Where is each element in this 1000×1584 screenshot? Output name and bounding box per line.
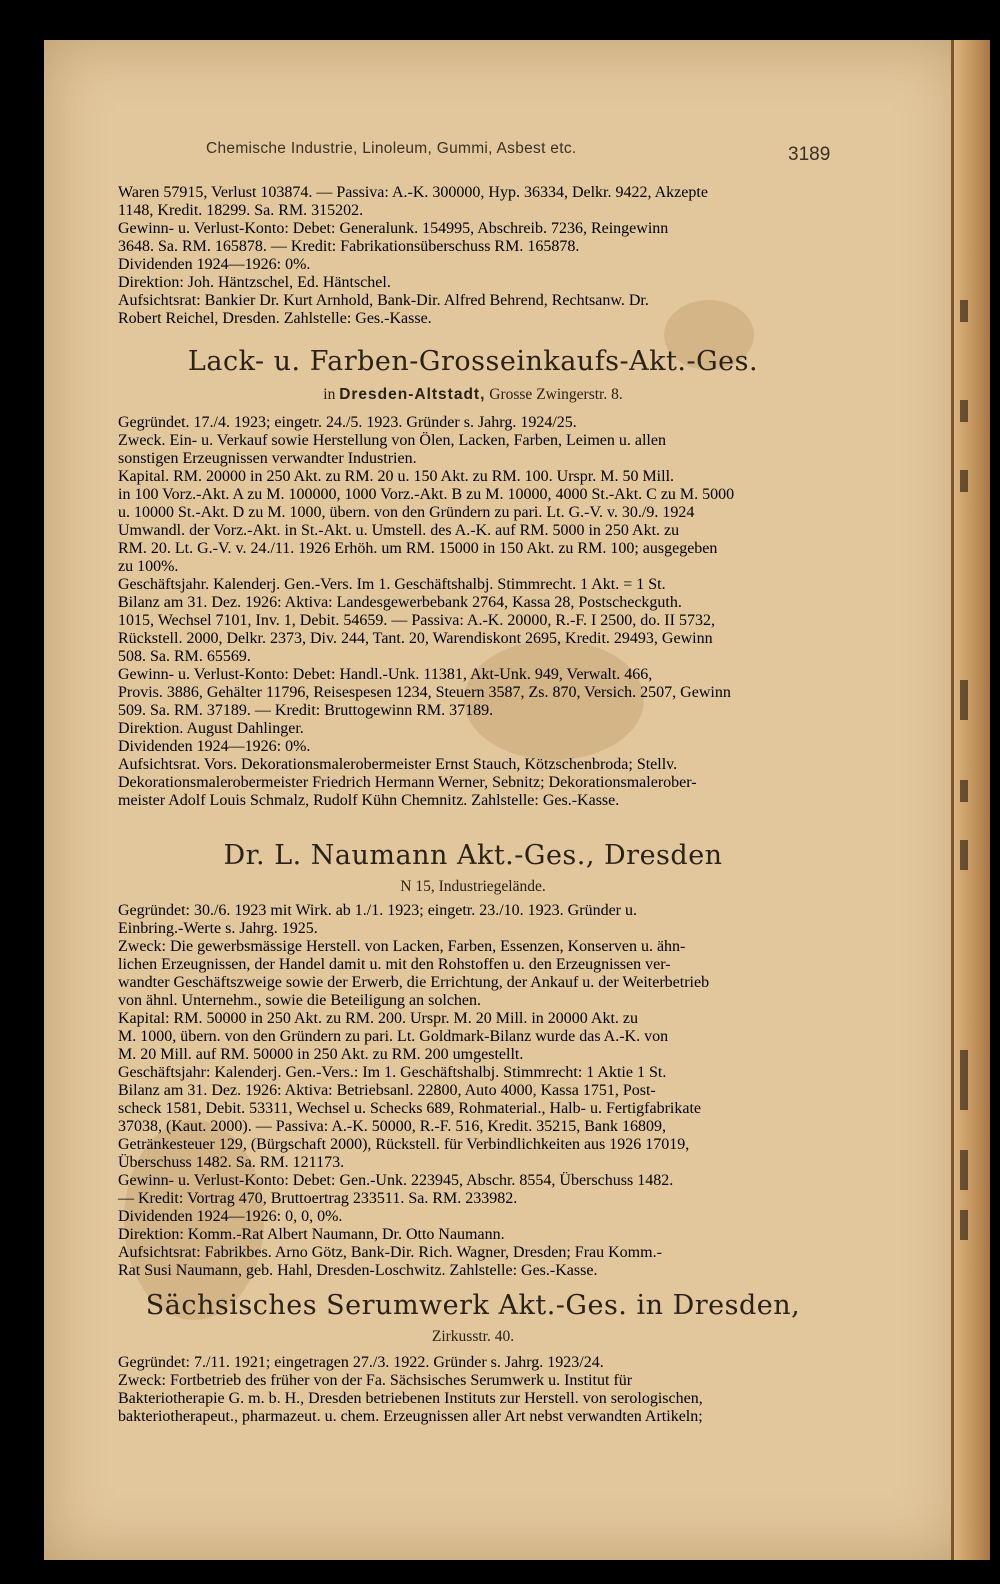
text-line: Bakteriotherapie G. m. b. H., Dresden betriebenen Instituts zur Herstell. von serologischen, — [118, 1390, 703, 1407]
address-prefix: in — [323, 386, 336, 403]
text-line: Gegründet: 30./6. 1923 mit Wirk. ab 1./1. 1923; eingetr. 23./10. 1923. Gründer u. — [118, 902, 637, 919]
text-line: Robert Reichel, Dresden. Zahlstelle: Ges.-Kasse. — [118, 310, 432, 327]
text-line: bakteriotherapeut., pharmazeut. u. chem. Erzeugnissen aller Art nebst verwandten Artikeln; — [118, 1408, 703, 1425]
text-line: zu 100%. — [118, 558, 179, 575]
text-line: Zweck: Die gewerbsmässige Herstell. von Lacken, Farben, Essenzen, Konserven u. ähn- — [118, 938, 686, 955]
text-line: u. 10000 St.-Akt. D zu M. 1000, übern. von den Gründern zu pari. Lt. G.-V. v. 30./9. 1924 — [118, 504, 695, 521]
company-address — [0, 386, 946, 404]
text-line: Rückstell. 2000, Delkr. 2373, Div. 244, Tant. 20, Warendiskont 2695, Kredit. 29493, Gewinn — [118, 630, 713, 647]
text-line: Dekorationsmalerobermeister Friedrich Hermann Werner, Sebnitz; Dekorationsmalerober- — [118, 774, 697, 791]
text-line: 37038, (Kaut. 2000). — Passiva: A.-K. 50000, R.-F. 516, Kredit. 35215, Bank 16809, — [118, 1118, 667, 1135]
text-line: in 100 Vorz.-Akt. A zu M. 100000, 1000 Vorz.-Akt. B zu M. 10000, 4000 St.-Akt. C zu M. 5000 — [118, 486, 735, 503]
text-line: Geschäftsjahr: Kalenderj. Gen.-Vers.: Im 1. Geschäftshalbj. Stimmrecht: 1 Aktie 1 St. — [118, 1064, 667, 1081]
text-line: M. 20 Mill. auf RM. 50000 in 250 Akt. zu RM. 200 umgestellt. — [118, 1046, 524, 1063]
text-line: Dividenden 1924—1926: 0%. — [118, 256, 311, 273]
text-line: 3648. Sa. RM. 165878. — Kredit: Fabrikationsüberschuss RM. 165878. — [118, 238, 580, 255]
company-entry — [118, 902, 818, 1280]
page-edge-strip — [951, 40, 990, 1560]
company-title: Lack- u. Farben-Grosseinkaufs-Akt.-Ges. — [187, 346, 759, 377]
company-address: N 15, Industriegelände. — [400, 878, 546, 895]
text-line: Bilanz am 31. Dez. 1926: Aktiva: Betriebsanl. 22800, Auto 4000, Kassa 1751, Post- — [118, 1082, 656, 1099]
company-title: Dr. L. Naumann Akt.-Ges., Dresden — [223, 840, 723, 871]
text-line: Dividenden 1924—1926: 0%. — [118, 738, 311, 755]
text-line: Überschuss 1482. Sa. RM. 121173. — [118, 1154, 345, 1171]
text-line: Direktion: Komm.-Rat Albert Naumann, Dr. Otto Naumann. — [118, 1226, 505, 1243]
text-line: — Kredit: Vortrag 470, Bruttoertrag 233511. Sa. RM. 233982. — [118, 1190, 518, 1207]
address-city: Dresden-Altstadt, — [339, 386, 486, 403]
company-entry — [118, 1354, 818, 1426]
text-line: 508. Sa. RM. 65569. — [118, 648, 251, 665]
text-line: M. 1000, übern. von den Gründern zu pari. Lt. Goldmark-Bilanz wurde das A.-K. von — [118, 1028, 669, 1045]
text-line: Bilanz am 31. Dez. 1926: Aktiva: Landesgewerbebank 2764, Kassa 28, Postscheckguth. — [118, 594, 682, 611]
address-street: Grosse Zwingerstr. 8. — [489, 386, 623, 403]
company-address: Zirkusstr. 40. — [431, 1328, 515, 1345]
text-line: Dividenden 1924—1926: 0, 0, 0%. — [118, 1208, 343, 1225]
text-line: Rat Susi Naumann, geb. Hahl, Dresden-Loschwitz. Zahlstelle: Ges.-Kasse. — [118, 1262, 598, 1279]
text-line: Aufsichtsrat: Fabrikbes. Arno Götz, Bank-Dir. Rich. Wagner, Dresden; Frau Komm.- — [118, 1244, 662, 1261]
text-line: Geschäftsjahr. Kalenderj. Gen.-Vers. Im 1. Geschäftshalbj. Stimmrecht. 1 Akt. = 1 St. — [118, 576, 666, 593]
text-line: Direktion. August Dahlinger. — [118, 720, 304, 737]
text-line: Zweck: Fortbetrieb des früher von der Fa. Sächsisches Serumwerk u. Institut für — [118, 1372, 633, 1389]
text-line: 1015, Wechsel 7101, Inv. 1, Debit. 54659. — Passiva: A.-K. 20000, R.-F. I 2500, do. II 5732, — [118, 612, 715, 629]
text-line: Einbring.-Werte s. Jahrg. 1925. — [118, 920, 318, 937]
text-line: 1148, Kredit. 18299. Sa. RM. 315202. — [118, 202, 364, 219]
text-line: Kapital. RM. 20000 in 250 Akt. zu RM. 20 u. 150 Akt. zu RM. 100. Urspr. M. 50 Mill. — [118, 468, 675, 485]
text-line: Direktion: Joh. Häntzschel, Ed. Häntschel. — [118, 274, 391, 291]
text-line: wandter Geschäftszweige sowie der Erwerb, die Errichtung, der Ankauf u. der Weiterbetrieb — [118, 974, 710, 991]
section-continuation — [118, 184, 818, 328]
text-line: Gewinn- u. Verlust-Konto: Debet: Gen.-Unk. 223945, Abschr. 8554, Überschuss 1482. — [118, 1172, 674, 1189]
text-line: Kapital: RM. 50000 in 250 Akt. zu RM. 200. Urspr. M. 20 Mill. in 20000 Akt. zu — [118, 1010, 639, 1027]
text-line: 509. Sa. RM. 37189. — Kredit: Bruttogewinn RM. 37189. — [118, 702, 494, 719]
running-head: Chemische Industrie, Linoleum, Gummi, Asbest etc. — [206, 140, 577, 157]
text-line: Aufsichtsrat. Vors. Dekorationsmalerobermeister Ernst Stauch, Kötzschenbroda; Stellv. — [118, 756, 678, 773]
text-line: sonstigen Erzeugnissen verwandter Industrien. — [118, 450, 417, 467]
text-line: Provis. 3886, Gehälter 11796, Reisespesen 1234, Steuern 3587, Zs. 870, Versich. 2507, Gewinn — [118, 684, 731, 701]
text-line: lichen Erzeugnissen, der Handel damit u. mit den Rohstoffen u. den Erzeugnissen ver- — [118, 956, 671, 973]
text-line: meister Adolf Louis Schmalz, Rudolf Kühn Chemnitz. Zahlstelle: Ges.-Kasse. — [118, 792, 620, 809]
text-line: Waren 57915, Verlust 103874. — Passiva: A.-K. 300000, Hyp. 36334, Delkr. 9422, Akzepte — [118, 184, 708, 201]
company-title: Sächsisches Serumwerk Akt.-Ges. in Dresden, — [145, 1290, 801, 1321]
text-line: Gegründet: 7./11. 1921; eingetragen 27./3. 1922. Gründer s. Jahrg. 1923/24. — [118, 1354, 604, 1371]
text-line: Umwandl. der Vorz.-Akt. in St.-Akt. u. Umstell. des A.-K. auf RM. 5000 in 250 Akt. zu — [118, 522, 680, 539]
text-line: RM. 20. Lt. G.-V. v. 24./11. 1926 Erhöh. um RM. 15000 in 150 Akt. zu RM. 100; ausgegeben — [118, 540, 718, 557]
text-line: Gewinn- u. Verlust-Konto: Debet: Generalunk. 154995, Abschreib. 7236, Reingewinn — [118, 220, 669, 237]
text-line: Gewinn- u. Verlust-Konto: Debet: Handl.-Unk. 11381, Akt-Unk. 949, Verwalt. 466, — [118, 666, 653, 683]
text-line: Gegründet. 17./4. 1923; eingetr. 24./5. 1923. Gründer s. Jahrg. 1924/25. — [118, 414, 577, 431]
text-line: von ähnl. Unternehm., sowie die Beteiligung an solchen. — [118, 992, 482, 1009]
text-line: Zweck. Ein- u. Verkauf sowie Herstellung von Ölen, Lacken, Farben, Leimen u. allen — [118, 432, 666, 449]
text-line: Aufsichtsrat: Bankier Dr. Kurt Arnhold, Bank-Dir. Alfred Behrend, Rechtsanw. Dr. — [118, 292, 649, 309]
text-line: scheck 1581, Debit. 53311, Wechsel u. Schecks 689, Rohmaterial., Halb- u. Fertigfabrikate — [118, 1100, 702, 1117]
company-entry — [118, 414, 818, 810]
text-line: Getränkesteuer 129, (Bürgschaft 2000), Rückstell. für Verbindlichkeiten aus 1926 17019, — [118, 1136, 690, 1153]
page-number: 3189 — [788, 144, 831, 165]
